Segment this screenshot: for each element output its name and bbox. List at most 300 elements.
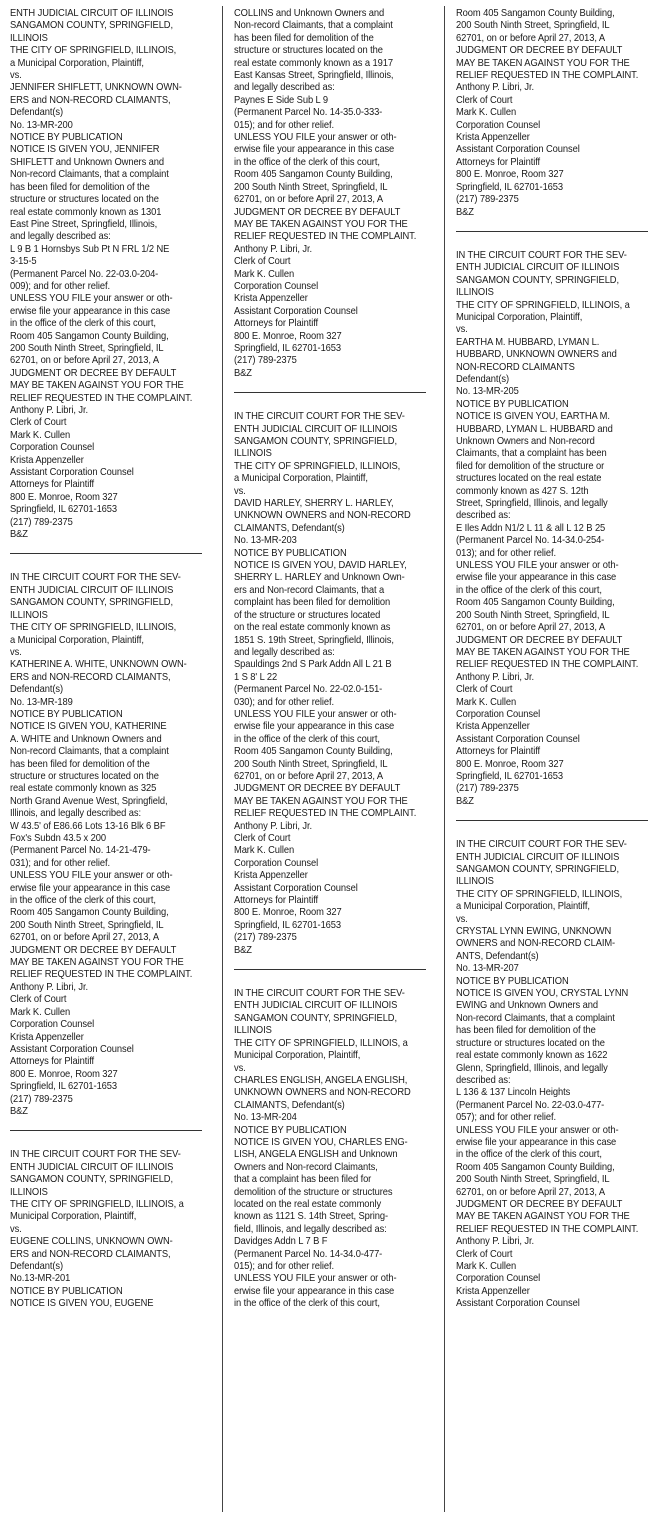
notice-line: IN THE CIRCUIT COURT FOR THE SEV- [234, 411, 405, 423]
notice-line: IN THE CIRCUIT COURT FOR THE SEV- [10, 572, 181, 584]
notice-line: SANGAMON COUNTY, SPRINGFIELD, [234, 436, 397, 447]
notice-separator [234, 969, 426, 970]
notice-line: UNKNOWN OWNERS and NON-RECORD [234, 510, 411, 522]
notice-line: UNLESS YOU FILE your answer or oth- [456, 560, 619, 572]
notice-line: Mark K. Cullen [10, 1006, 71, 1018]
notice-line: CRYSTAL LYNN EWING, UNKNOWN [456, 926, 612, 938]
notice-line: Corporation Counsel [10, 442, 95, 454]
notice-line: RELIEF REQUESTED IN THE COMPLAINT. [10, 392, 193, 404]
notice-line: 200 South Ninth Street, Springfield, IL [456, 609, 610, 621]
notice-line: NOTICE IS GIVEN YOU, CRYSTAL LYNN [456, 988, 629, 1000]
notice-line: Springfield, IL 62701-1653 [234, 919, 342, 931]
notice-line: (Permanent Parcel No. 22-03.0-477- [456, 1099, 605, 1111]
notice-line: Assistant Corporation Counsel [10, 1043, 134, 1055]
notice-line: Room 405 Sangamon County Building, [456, 597, 615, 609]
notice-line: field, Illinois, and legally described as: [234, 1223, 387, 1235]
legal-notice [234, 8, 436, 380]
notice-line: DAVID HARLEY, SHERRY L. HARLEY, [234, 498, 394, 510]
notice-line: (Permanent Parcel No. 22-02.0-151- [234, 684, 383, 696]
notice-line: (217) 789-2375 [10, 516, 73, 528]
notice-line: THE CITY OF SPRINGFIELD, ILLINOIS, [10, 45, 177, 57]
notice-line: ANTS, Defendant(s) [456, 950, 539, 962]
notice-line: SANGAMON COUNTY, SPRINGFIELD, [456, 864, 619, 875]
notice-line: Clerk of Court [234, 256, 291, 268]
notice-line: No. 13-MR-189 [10, 696, 73, 708]
notice-line: Attorneys for Plaintiff [234, 318, 319, 330]
notice-line: vs. [10, 1223, 22, 1235]
notice-line: ENTH JUDICIAL CIRCUIT OF ILLINOIS [456, 851, 620, 863]
notice-line: Room 405 Sangamon County Building, [10, 330, 169, 342]
notice-line: B&Z [10, 1105, 28, 1117]
notice-separator [234, 392, 426, 393]
notice-line: IN THE CIRCUIT COURT FOR THE SEV- [10, 1149, 181, 1161]
notice-line: NON-RECORD CLAIMANTS [456, 361, 575, 373]
notice-line: UNLESS YOU FILE your answer or oth- [456, 1124, 619, 1136]
notice-line: JUDGMENT OR DECREE BY DEFAULT [234, 206, 401, 218]
notice-line: SHIFLETT and Unknown Owners and [10, 156, 165, 168]
notice-line: described as: [456, 1074, 511, 1086]
notice-line: Street, Springfield, Illinois, and legally [456, 498, 608, 510]
notice-line: ILLINOIS [234, 1025, 272, 1037]
notice-line: has been filed for demolition of the [234, 32, 374, 44]
notice-line: Defendant(s) [10, 684, 63, 696]
notice-line: 1 S 8' L 22 [234, 671, 278, 683]
notice-line: COLLINS and Unknown Owners and [234, 8, 385, 19]
notice-line: RELIEF REQUESTED IN THE COMPLAINT. [456, 1223, 639, 1235]
notice-line: structure or structures located on the [456, 1037, 605, 1049]
notice-separator [456, 231, 648, 232]
notice-line: MAY BE TAKEN AGAINST YOU FOR THE [10, 380, 184, 392]
notice-line: Krista Appenzeller [456, 1285, 530, 1297]
notice-line: THE CITY OF SPRINGFIELD, ILLINOIS, a [456, 299, 630, 311]
notice-line: Anthony P. Libri, Jr. [456, 1236, 534, 1248]
notice-line: in the office of the clerk of this court, [234, 733, 380, 745]
notice-line: No. 13-MR-204 [234, 1112, 297, 1124]
notice-line: demolition of the structure or structures [234, 1186, 393, 1198]
notice-line: Defendant(s) [10, 107, 63, 119]
notice-line: No. 13-MR-205 [456, 386, 519, 398]
notice-line: erwise file your appearance in this case [234, 721, 395, 733]
notice-line: Clerk of Court [456, 684, 513, 696]
notice-line: JUDGMENT OR DECREE BY DEFAULT [456, 45, 623, 57]
notice-line: 057); and for other relief. [456, 1112, 556, 1124]
notice-line: 800 E. Monroe, Room 327 [234, 907, 342, 919]
notice-line: IN THE CIRCUIT COURT FOR THE SEV- [456, 839, 627, 851]
notice-line: No. 13-MR-203 [234, 535, 297, 547]
notice-line: 200 South Ninth Street, Springfield, IL [234, 181, 388, 193]
notice-line: A. WHITE and Unknown Owners and [10, 733, 162, 745]
notice-line: Defendant(s) [456, 373, 509, 385]
notice-line: NOTICE BY PUBLICATION [456, 398, 569, 410]
notice-line: L 9 B 1 Hornsbys Sub Pt N FRL 1/2 NE [10, 243, 170, 255]
notice-line: MAY BE TAKEN AGAINST YOU FOR THE [234, 795, 408, 807]
notice-line: (Permanent Parcel No. 14-34.0-254- [456, 535, 605, 547]
notice-separator [10, 553, 202, 554]
notice-line: NOTICE BY PUBLICATION [10, 1285, 123, 1297]
notice-line: MAY BE TAKEN AGAINST YOU FOR THE [234, 218, 408, 230]
notice-line: 015); and for other relief. [234, 1261, 334, 1272]
notice-line: Attorneys for Plaintiff [234, 895, 319, 907]
notice-line: NOTICE IS GIVEN YOU, CHARLES ENG- [234, 1136, 408, 1148]
notice-line: structures located on the real estate [456, 473, 602, 485]
notice-line: SANGAMON COUNTY, SPRINGFIELD, [234, 1012, 397, 1024]
notice-line: SHERRY L. HARLEY and Unknown Own- [234, 572, 405, 584]
notice-line: 62701, on or before April 27, 2013, A [234, 770, 384, 782]
notice-line: JUDGMENT OR DECREE BY DEFAULT [10, 944, 177, 956]
notice-line: vs. [10, 70, 22, 82]
notice-line: B&Z [10, 529, 28, 541]
notice-line: 800 E. Monroe, Room 327 [456, 758, 564, 770]
notice-line: that a complaint has been filed for [234, 1174, 372, 1186]
notice-line: NOTICE BY PUBLICATION [234, 547, 347, 559]
notice-line: Municipal Corporation, Plaintiff, [456, 311, 583, 323]
notice-line: Assistant Corporation Counsel [10, 467, 134, 479]
notice-line: THE CITY OF SPRINGFIELD, ILLINOIS, a [234, 1037, 408, 1049]
notice-line: Assistant Corporation Counsel [234, 882, 358, 894]
notice-line: ERS and NON-RECORD CLAIMANTS, [10, 671, 171, 683]
notice-line: 800 E. Monroe, Room 327 [234, 330, 342, 342]
notice-line: UNLESS YOU FILE your answer or oth- [10, 870, 173, 882]
notice-line: (Permanent Parcel No. 14-21-479- [10, 845, 151, 857]
notice-line: Room 405 Sangamon County Building, [234, 169, 393, 181]
notice-line: 62701, on or before April 27, 2013, A [456, 1186, 606, 1198]
notice-line: a Municipal Corporation, Plaintiff, [10, 57, 144, 69]
notice-line: has been filed for demolition of the [10, 758, 150, 770]
notice-line: RELIEF REQUESTED IN THE COMPLAINT. [10, 969, 193, 981]
notice-line: in the office of the clerk of this court, [10, 318, 156, 330]
notice-line: 013); and for other relief. [456, 547, 556, 559]
notice-line: Corporation Counsel [234, 280, 319, 292]
legal-notice [234, 988, 436, 1311]
notice-line: HUBBARD, UNKNOWN OWNERS and [456, 349, 617, 361]
notice-line: and legally described as: [10, 231, 111, 243]
notice-line: Room 405 Sangamon County Building, [456, 8, 615, 19]
notice-line: (217) 789-2375 [456, 783, 519, 795]
notice-line: ENTH JUDICIAL CIRCUIT OF ILLINOIS [234, 1000, 398, 1012]
notice-line: L 136 & 137 Lincoln Heights [456, 1087, 571, 1099]
notice-line: NOTICE BY PUBLICATION [10, 132, 123, 144]
notice-line: Fox's Subdn 43.5 x 200 [10, 833, 106, 844]
notice-line: has been filed for demolition of the [10, 181, 150, 193]
notice-line: Spauldings 2nd S Park Addn All L 21 B [234, 659, 392, 671]
notice-line: B&Z [234, 367, 252, 379]
notice-line: IN THE CIRCUIT COURT FOR THE SEV- [456, 249, 627, 261]
notice-line: described as: [456, 510, 511, 522]
notice-line: vs. [234, 1062, 246, 1074]
notice-line: Krista Appenzeller [10, 454, 84, 466]
notice-line: Glenn, Springfield, Illinois, and legally [456, 1062, 608, 1074]
legal-notice [10, 572, 212, 1118]
notice-line: Krista Appenzeller [234, 870, 308, 882]
notice-line: vs. [234, 485, 246, 497]
notice-line: 800 E. Monroe, Room 327 [10, 491, 118, 503]
notice-line: 200 South Ninth Street, Springfield, IL [456, 1174, 610, 1186]
notice-line: EWING and Unknown Owners and [456, 1000, 598, 1012]
notice-line: Non-record Claimants, that a complaint [10, 746, 169, 758]
notice-line: (Permanent Parcel No. 14-35.0-333- [234, 107, 383, 119]
notice-line: Attorneys for Plaintiff [456, 746, 541, 758]
notice-line: EUGENE COLLINS, UNKNOWN OWN- [10, 1236, 173, 1248]
notice-line: Clerk of Court [234, 833, 291, 844]
notice-line: and legally described as: [234, 646, 335, 658]
legal-notice [10, 8, 212, 541]
notice-line: Owners and Non-record Claimants, [234, 1161, 378, 1173]
notice-line: Municipal Corporation, Plaintiff, [10, 1211, 137, 1223]
column-2 [234, 8, 436, 1311]
notice-line: complaint has been filed for demolition [234, 597, 391, 609]
notice-line: ILLINOIS [234, 448, 272, 460]
notice-line: 800 E. Monroe, Room 327 [10, 1068, 118, 1080]
notice-line: EARTHA M. HUBBARD, LYMAN L. [456, 336, 600, 348]
notice-line: B&Z [456, 795, 474, 807]
notice-line: No. 13-MR-207 [456, 963, 519, 975]
notice-line: ERS and NON-RECORD CLAIMANTS, [10, 94, 171, 106]
notice-line: ENTH JUDICIAL CIRCUIT OF ILLINOIS [10, 8, 174, 19]
notice-line: Mark K. Cullen [456, 107, 517, 119]
notice-line: ILLINOIS [456, 287, 494, 299]
column-rule [222, 6, 223, 1512]
notice-line: real estate commonly known as a 1917 [234, 57, 393, 69]
notice-line: 62701, on or before April 27, 2013, A [456, 32, 606, 44]
notice-line: Springfield, IL 62701-1653 [456, 181, 564, 193]
notice-line: THE CITY OF SPRINGFIELD, ILLINOIS, [10, 622, 177, 634]
notice-line: 030); and for other relief. [234, 696, 334, 708]
notice-line: Municipal Corporation, Plaintiff, [234, 1050, 361, 1062]
notice-line: W 43.5' of E86.66 Lots 13-16 Blk 6 BF [10, 820, 166, 832]
notice-line: (217) 789-2375 [234, 932, 297, 944]
notice-line: 200 South Ninth Street, Springfield, IL [10, 919, 164, 931]
notice-line: ers and Non-record Claimants, that a [234, 584, 385, 596]
notice-line: erwise file your appearance in this case [10, 882, 171, 894]
notice-line: a Municipal Corporation, Plaintiff, [10, 634, 144, 646]
notice-line: a Municipal Corporation, Plaintiff, [456, 901, 590, 913]
notice-line: 1851 S. 19th Street, Springfield, Illinois, [234, 634, 394, 646]
notice-line: Springfield, IL 62701-1653 [456, 770, 564, 782]
notice-line: Assistant Corporation Counsel [234, 305, 358, 317]
notice-line: erwise file your appearance in this case [234, 1285, 395, 1297]
notice-separator [456, 820, 648, 821]
legal-notice [456, 250, 658, 808]
notice-line: commonly known as 427 S. 12th [456, 485, 589, 497]
notice-line: (Permanent Parcel No. 22-03.0-204- [10, 268, 159, 280]
notice-line: ILLINOIS [10, 32, 48, 44]
notice-line: MAY BE TAKEN AGAINST YOU FOR THE [10, 957, 184, 969]
notice-line: 009); and for other relief. [10, 280, 110, 292]
notice-line: Springfield, IL 62701-1653 [10, 504, 118, 516]
notice-line: Attorneys for Plaintiff [456, 156, 541, 168]
notice-line: 62701, on or before April 27, 2013, A [234, 194, 384, 206]
notice-line: Defendant(s) [10, 1261, 63, 1272]
notice-line: NOTICE BY PUBLICATION [234, 1124, 347, 1136]
notice-line: erwise file your appearance in this case [234, 144, 395, 156]
notice-line: erwise file your appearance in this case [456, 572, 617, 584]
notice-line: ENTH JUDICIAL CIRCUIT OF ILLINOIS [234, 423, 398, 435]
notice-line: THE CITY OF SPRINGFIELD, ILLINOIS, a [10, 1198, 184, 1210]
notice-line: Clerk of Court [456, 94, 513, 106]
notice-line: Corporation Counsel [456, 1273, 541, 1285]
notice-line: North Grand Avenue West, Springfield, [10, 795, 168, 807]
notice-line: SANGAMON COUNTY, SPRINGFIELD, [10, 1174, 173, 1186]
notice-line: of the structure or structures located [234, 609, 381, 621]
notice-line: UNLESS YOU FILE your answer or oth- [10, 293, 173, 305]
notice-line: Anthony P. Libri, Jr. [456, 671, 534, 683]
notice-line: Anthony P. Libri, Jr. [234, 820, 312, 832]
notice-line: JUDGMENT OR DECREE BY DEFAULT [10, 367, 177, 379]
notice-line: Clerk of Court [456, 1248, 513, 1260]
notice-line: (Permanent Parcel No. 14-34.0-477- [234, 1248, 383, 1260]
notice-line: CLAIMANTS, Defendant(s) [234, 522, 345, 534]
notice-line: erwise file your appearance in this case [456, 1136, 617, 1148]
notice-line: Krista Appenzeller [456, 132, 530, 144]
notice-line: Clerk of Court [10, 417, 67, 429]
notice-line: Krista Appenzeller [10, 1031, 84, 1043]
notice-line: IN THE CIRCUIT COURT FOR THE SEV- [234, 988, 405, 1000]
notice-line: MAY BE TAKEN AGAINST YOU FOR THE [456, 1211, 630, 1223]
notice-line: located on the real estate commonly [234, 1198, 382, 1210]
notice-line: MAY BE TAKEN AGAINST YOU FOR THE [456, 646, 630, 658]
notice-line: (217) 789-2375 [10, 1093, 73, 1105]
notice-line: 015); and for other relief. [234, 119, 334, 131]
notice-line: ILLINOIS [456, 876, 494, 888]
notice-line: UNLESS YOU FILE your answer or oth- [234, 1273, 397, 1285]
notice-line: ENTH JUDICIAL CIRCUIT OF ILLINOIS [10, 584, 174, 596]
notice-line: ILLINOIS [10, 1186, 48, 1198]
notice-line: NOTICE IS GIVEN YOU, DAVID HARLEY, [234, 560, 407, 572]
notice-line: JENNIFER SHIFLETT, UNKNOWN OWN- [10, 82, 182, 94]
notice-line: and legally described as: [234, 82, 335, 94]
notice-line: Mark K. Cullen [234, 268, 295, 280]
notice-line: known as 1121 S. 14th Street, Spring- [234, 1211, 389, 1223]
notice-line: NOTICE IS GIVEN YOU, EARTHA M. [456, 411, 610, 423]
notice-line: on the real estate commonly known as [234, 622, 391, 634]
notice-line: real estate commonly known as 325 [10, 783, 157, 795]
notice-line: 200 South Ninth Street, Springfield, IL [234, 758, 388, 770]
notice-line: Non-record Claimants, that a complaint [10, 169, 169, 181]
notice-line: Illinois, and legally described as: [10, 808, 141, 820]
notice-line: 3-15-5 [10, 256, 37, 268]
notice-line: THE CITY OF SPRINGFIELD, ILLINOIS, [234, 460, 401, 472]
notice-line: RELIEF REQUESTED IN THE COMPLAINT. [456, 70, 639, 82]
notice-line: Mark K. Cullen [456, 696, 517, 708]
notice-line: 200 South Ninth Street, Springfield, IL [10, 342, 164, 354]
notice-line: in the office of the clerk of this court, [234, 156, 380, 168]
notice-line: RELIEF REQUESTED IN THE COMPLAINT. [234, 808, 417, 820]
notice-line: THE CITY OF SPRINGFIELD, ILLINOIS, [456, 888, 623, 900]
notice-line: Anthony P. Libri, Jr. [456, 82, 534, 94]
column-3 [456, 8, 658, 1311]
column-rule [444, 6, 445, 1512]
notice-line: SANGAMON COUNTY, SPRINGFIELD, [10, 597, 173, 609]
notice-line: Room 405 Sangamon County Building, [456, 1161, 615, 1173]
notice-line: B&Z [234, 944, 252, 956]
notice-line: erwise file your appearance in this case [10, 305, 171, 317]
notice-separator [10, 1130, 202, 1131]
legal-notice [10, 1149, 212, 1310]
notice-line: NOTICE IS GIVEN YOU, KATHERINE [10, 721, 167, 733]
notice-line: MAY BE TAKEN AGAINST YOU FOR THE [456, 57, 630, 69]
notice-line: Paynes E Side Sub L 9 [234, 94, 328, 106]
notice-line: Corporation Counsel [10, 1019, 95, 1031]
notice-line: Mark K. Cullen [456, 1261, 517, 1272]
notice-line: in the office of the clerk of this court, [234, 1298, 380, 1310]
notice-line: LISH, ANGELA ENGLISH and Unknown [234, 1149, 398, 1161]
notice-line: No.13-MR-201 [10, 1273, 71, 1285]
notice-line: 62701, on or before April 27, 2013, A [10, 355, 160, 367]
notice-line: vs. [456, 324, 468, 336]
column-1 [10, 8, 212, 1311]
notice-line: Assistant Corporation Counsel [456, 733, 580, 745]
notice-line: Anthony P. Libri, Jr. [234, 243, 312, 255]
notice-line: SANGAMON COUNTY, SPRINGFIELD, [10, 20, 173, 32]
notice-line: Anthony P. Libri, Jr. [10, 405, 88, 416]
notice-line: UNLESS YOU FILE your answer or oth- [234, 132, 397, 144]
notice-line: Corporation Counsel [456, 708, 541, 720]
notice-line: ILLINOIS [10, 609, 48, 621]
notice-line: Corporation Counsel [456, 119, 541, 131]
notice-line: real estate commonly known as 1301 [10, 206, 162, 218]
notice-line: SANGAMON COUNTY, SPRINGFIELD, [456, 274, 619, 286]
notice-line: OWNERS and NON-RECORD CLAIM- [456, 938, 616, 950]
notice-line: JUDGMENT OR DECREE BY DEFAULT [456, 634, 623, 646]
notice-line: Krista Appenzeller [456, 721, 530, 733]
notice-line: RELIEF REQUESTED IN THE COMPLAINT. [234, 231, 417, 243]
notice-line: ERS and NON-RECORD CLAIMANTS, [10, 1248, 171, 1260]
notice-line: 62701, on or before April 27, 2013, A [10, 932, 160, 944]
notice-line: Non-record Claimants, that a complaint [456, 1012, 615, 1024]
legal-notice [456, 8, 658, 219]
notice-line: Mark K. Cullen [234, 845, 295, 857]
notice-line: Attorneys for Plaintiff [10, 479, 95, 491]
notice-line: real estate commonly known as 1622 [456, 1050, 608, 1062]
notice-line: ENTH JUDICIAL CIRCUIT OF ILLINOIS [10, 1161, 174, 1173]
notice-line: Davidges Addn L 7 B F [234, 1236, 328, 1248]
notice-line: ENTH JUDICIAL CIRCUIT OF ILLINOIS [456, 262, 620, 274]
notice-line: Springfield, IL 62701-1653 [234, 342, 342, 354]
notice-line: Mark K. Cullen [10, 429, 71, 441]
notice-line: has been filed for demolition of the [456, 1025, 596, 1037]
notice-line: Clerk of Court [10, 994, 67, 1006]
notice-line: E Iles Addn N1/2 L 11 & all L 12 B 25 [456, 522, 606, 534]
notice-line: Corporation Counsel [234, 857, 319, 869]
notice-line: RELIEF REQUESTED IN THE COMPLAINT. [456, 659, 639, 671]
notice-line: in the office of the clerk of this court, [456, 1149, 602, 1161]
notice-line: CLAIMANTS, Defendant(s) [234, 1099, 345, 1111]
notice-line: East Kansas Street, Springfield, Illinois, [234, 70, 394, 82]
notice-line: Room 405 Sangamon County Building, [10, 907, 169, 919]
notice-line: NOTICE IS GIVEN YOU, EUGENE [10, 1298, 154, 1310]
notice-line: East Pine Street, Springfield, Illinois, [10, 218, 158, 230]
notice-line: No. 13-MR-200 [10, 119, 73, 131]
notice-line: NOTICE BY PUBLICATION [456, 975, 569, 987]
notice-line: (217) 789-2375 [234, 355, 297, 367]
notice-line: structure or structures located on the [10, 194, 159, 206]
legal-notice [234, 411, 436, 957]
notice-line: (217) 789-2375 [456, 194, 519, 206]
notice-line: UNLESS YOU FILE your answer or oth- [234, 708, 397, 720]
notice-line: Assistant Corporation Counsel [456, 144, 580, 156]
notice-line: Unknown Owners and Non-record [456, 436, 595, 447]
notice-line: Room 405 Sangamon County Building, [234, 746, 393, 758]
notice-line: UNKNOWN OWNERS and NON-RECORD [234, 1087, 411, 1099]
notice-line: Anthony P. Libri, Jr. [10, 981, 88, 993]
notice-line: Assistant Corporation Counsel [456, 1298, 580, 1310]
notice-line: in the office of the clerk of this court, [10, 895, 156, 907]
legal-notice [456, 839, 658, 1310]
notice-line: vs. [456, 913, 468, 925]
notice-line: vs. [10, 646, 22, 658]
notice-line: NOTICE IS GIVEN YOU, JENNIFER [10, 144, 160, 156]
notice-line: Springfield, IL 62701-1653 [10, 1081, 118, 1093]
